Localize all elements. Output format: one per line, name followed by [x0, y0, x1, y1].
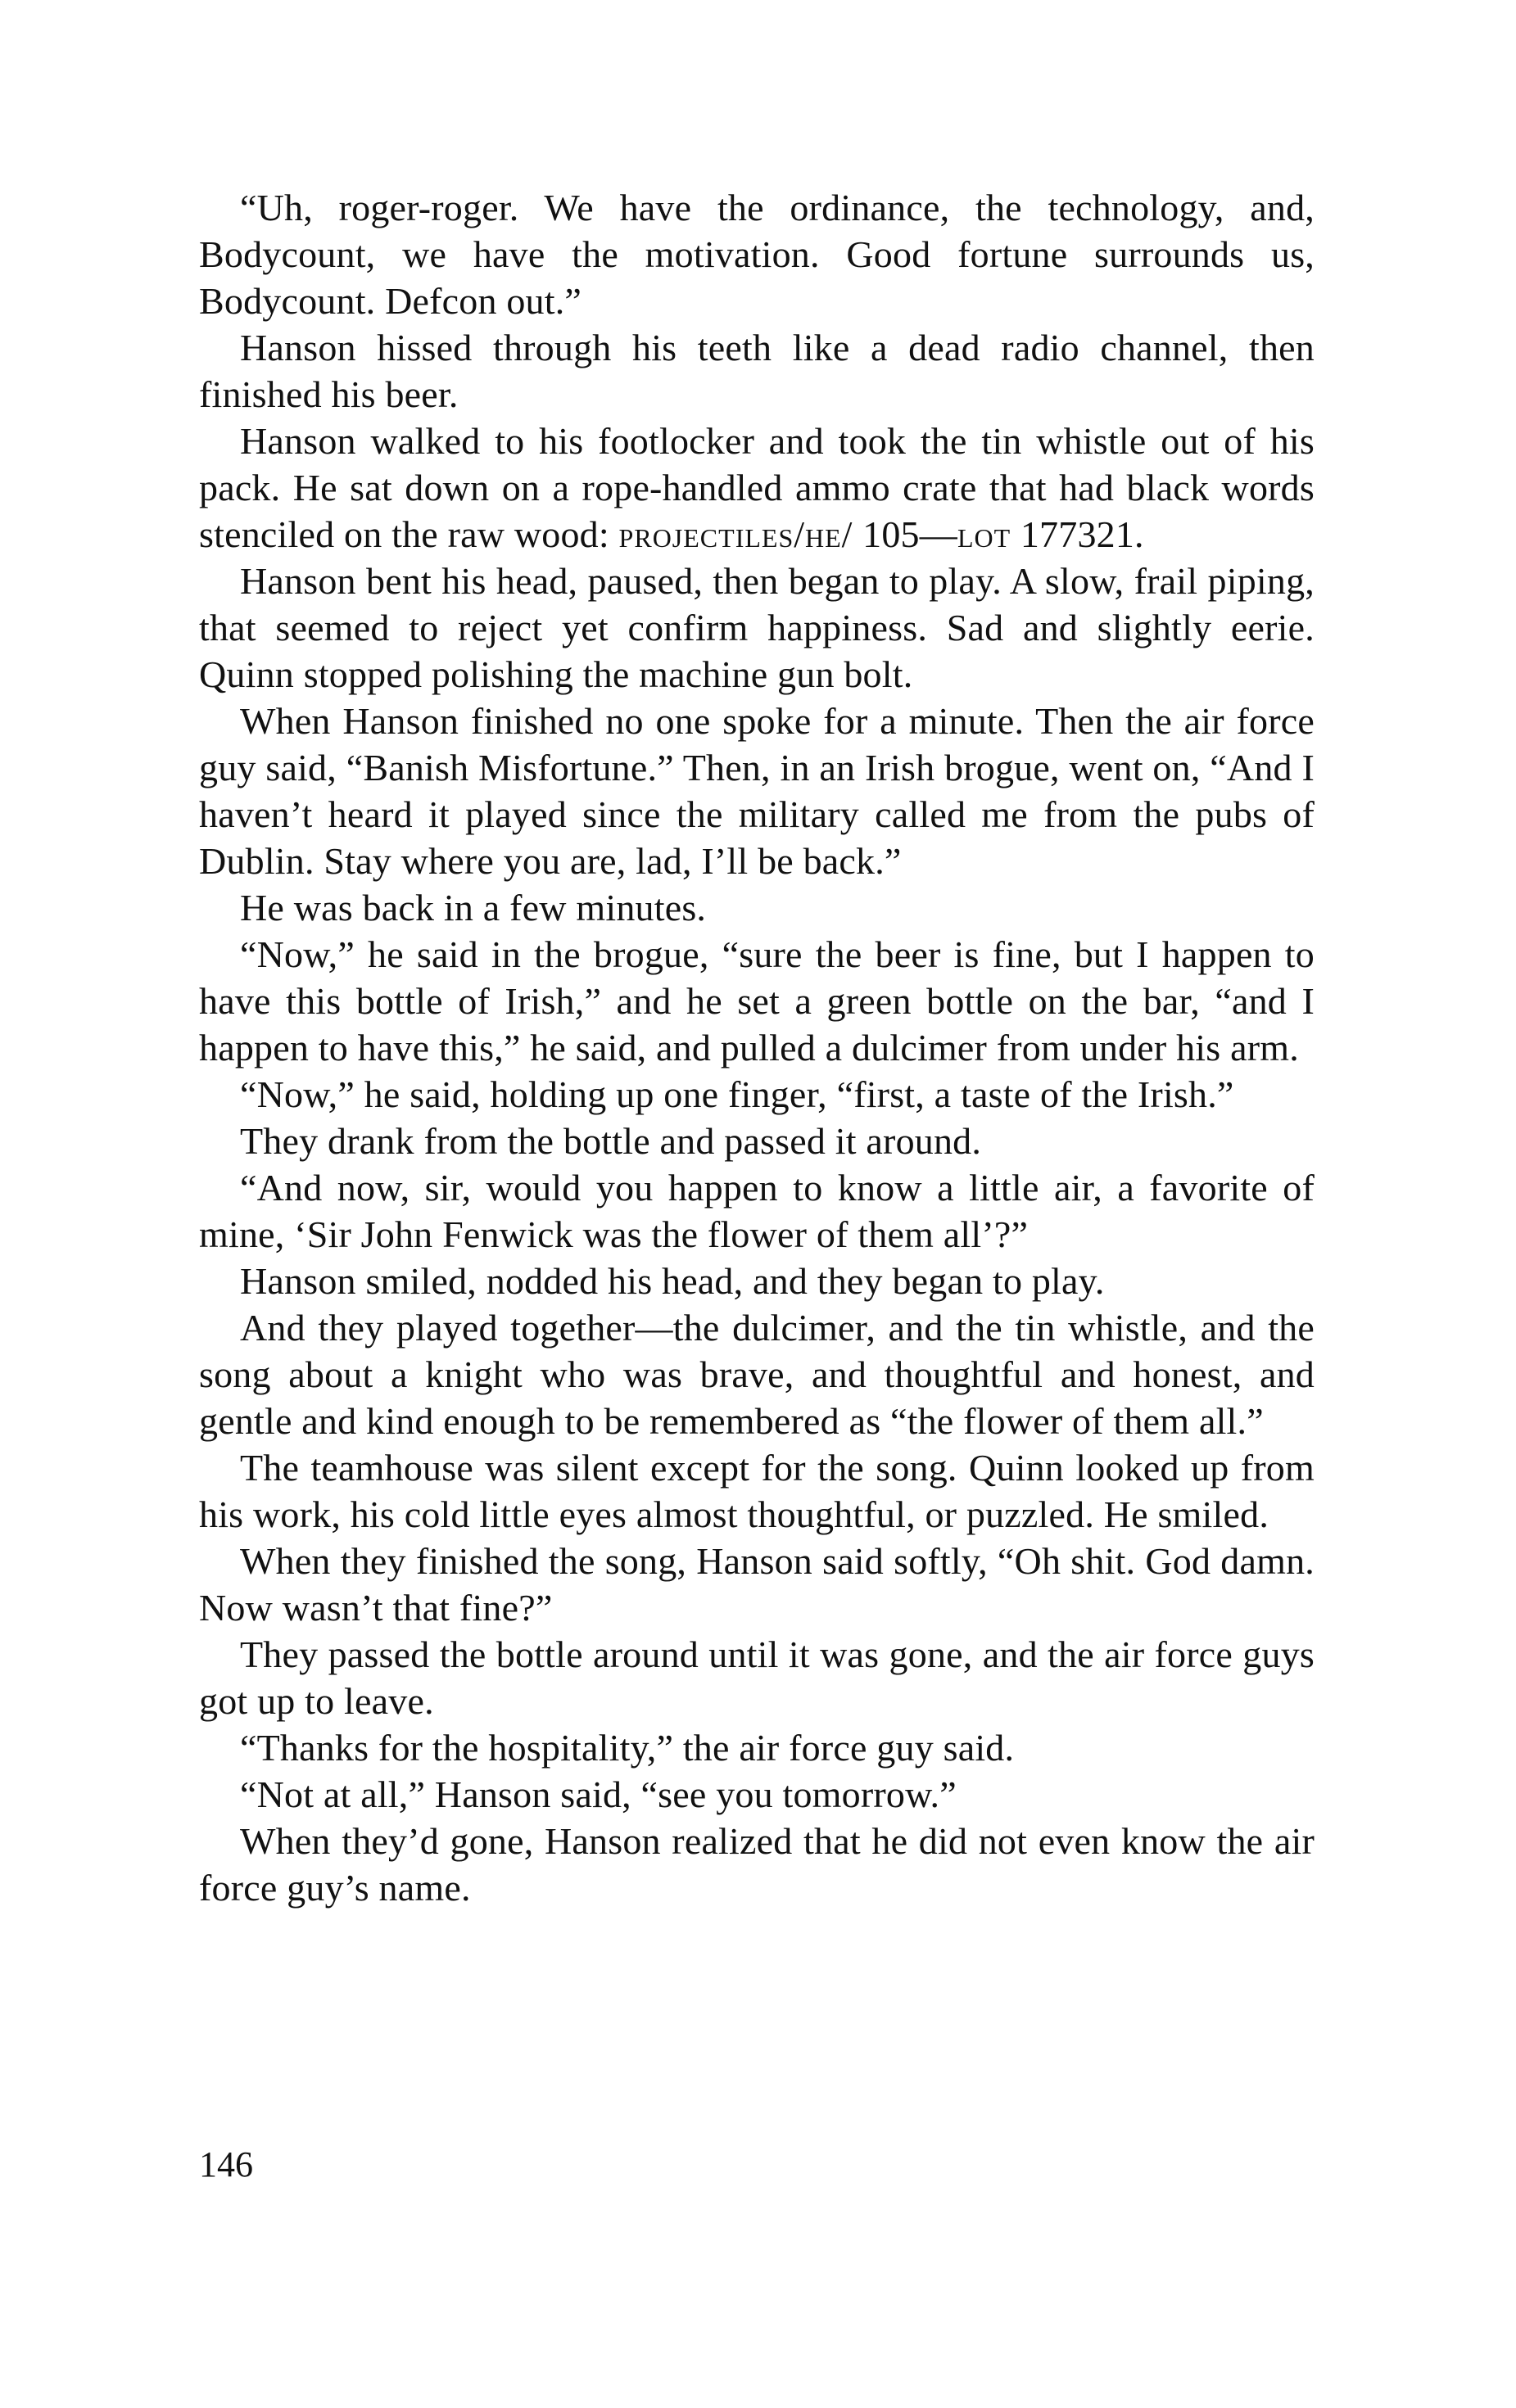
paragraph-9: They drank from the bottle and passed it around. [240, 1120, 982, 1162]
paragraph-13: The teamhouse was silent except for the song. Quinn looked up from his work, his cold little eyes almost thoughtful, or puzzled. He smiled. [199, 1447, 1315, 1535]
stencil-number: 105— [853, 513, 957, 555]
paragraph-7: “Now,” he said in the brogue, “sure the beer is fine, but I happen to have this bottle of Irish,” and he set a green bottle on the bar, “and I happen to have this,” he said, and pulled a dulcimer from under his arm. [199, 933, 1315, 1068]
paragraph-1: “Uh, roger-roger. We have the ordinance, the technology, and, Bodycount, we have the motivation. Good fortune surrounds us, Bodycount. Defcon out.” [199, 187, 1315, 322]
paragraph-14: When they finished the song, Hanson said softly, “Oh shit. God damn. Now wasn’t that fine?” [199, 1540, 1315, 1629]
paragraph-6: He was back in a few minutes. [240, 887, 707, 928]
stencil-projectiles: projectiles/he/ [618, 513, 853, 555]
paragraph-4: Hanson bent his head, paused, then began to play. A slow, frail piping, that seemed to reject yet confirm happiness. Sad and slightly eerie. Quinn stopped polishing the machine gun bolt. [199, 560, 1315, 695]
page-body [199, 184, 1315, 1911]
page-number: 146 [199, 2144, 253, 2184]
paragraph-5: When Hanson finished no one spoke for a minute. Then the air force guy said, “Banish Misfortune.” Then, in an Irish brogue, went on, “And I haven’t heard it played since the military called me from the pubs of Dublin. Stay where you are, lad, I’ll be back.” [199, 700, 1315, 882]
paragraph-2: Hanson hissed through his teeth like a dead radio channel, then finished his beer. [199, 327, 1315, 415]
paragraph-16: “Thanks for the hospitality,” the air force guy said. [240, 1727, 1015, 1769]
paragraph-8: “Now,” he said, holding up one finger, “first, a taste of the Irish.” [240, 1073, 1234, 1115]
stencil-lot: lot [957, 513, 1011, 555]
paragraph-11: Hanson smiled, nodded his head, and they began to play. [240, 1260, 1105, 1302]
paragraph-17: “Not at all,” Hanson said, “see you tomorrow.” [240, 1773, 957, 1815]
paragraph-18: When they’d gone, Hanson realized that he did not even know the air force guy’s name. [199, 1820, 1315, 1909]
paragraph-3-text: Hanson walked to his footlocker and took the tin whistle out of his pack. He sat down on a rope-handled ammo crate that had black words stenciled on the raw wood: [199, 420, 1315, 555]
paragraph-15: They passed the bottle around until it was gone, and the air force guys got up to leave. [199, 1633, 1315, 1722]
stencil-lot-number: 177321. [1011, 513, 1144, 555]
paragraph-12: And they played together—the dulcimer, and the tin whistle, and the song about a knight who was brave, and thoughtful and honest, and gentle and kind enough to be remembered as “the flower of them all.” [199, 1307, 1315, 1442]
paragraph-3 [199, 418, 1315, 558]
paragraph-10: “And now, sir, would you happen to know a little air, a favorite of mine, ‘Sir John Fenwick was the flower of them all’?” [199, 1167, 1315, 1255]
